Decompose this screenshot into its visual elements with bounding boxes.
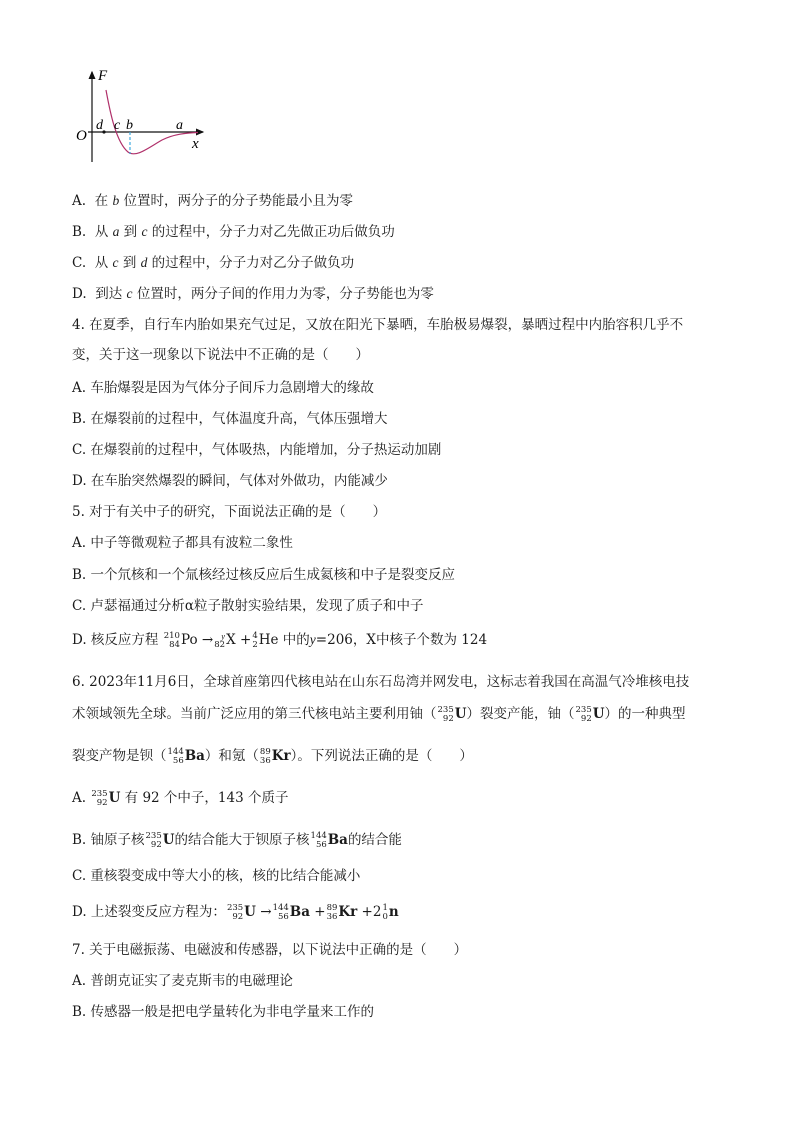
q7-option-b: B. 传感器一般是把电学量转化为非电学量来工作的	[72, 1004, 375, 1020]
q7-option-a: A. 普朗克证实了麦克斯韦的电磁理论	[72, 973, 293, 989]
q7-stem: 7. 关于电磁振荡、电磁波和传感器，以下说法中正确的是（ ）	[72, 942, 468, 958]
point-label-c: c	[114, 118, 121, 133]
q4-option-b: B. 在爆裂前的过程中，气体温度升高，气体压强增大	[72, 411, 388, 427]
q5-option-b: B. 一个氘核和一个氚核经过核反应后生成氦核和中子是裂变反应	[72, 567, 456, 583]
q6-stem-line1: 6. 2023年11月6日，全球首座第四代核电站在山东石岛湾并网发电，这标志着我国在高温气冷堆核电技	[72, 674, 690, 690]
axis-label-F: F	[98, 68, 108, 84]
force-distance-figure	[70, 62, 220, 162]
point-label-a: a	[176, 118, 183, 133]
point-label-b: b	[126, 118, 133, 133]
q6-option-d: D. 上述裂变反应方程为： 235 92 U → 144 56 Ba + 89 36 Kr +2 1 0 n	[72, 902, 399, 922]
q4-option-c: C. 在爆裂前的过程中，气体吸热，内能增加，分子热运动加剧	[72, 442, 442, 458]
q6-option-c: C. 重核裂变成中等大小的核，核的比结合能减小	[72, 868, 361, 884]
q6-stem-line3: 裂变产物是钡（ 144 56 Ba）和氪（ 89 36 Kr）。下列说法正确的是（ ）	[72, 746, 473, 766]
q4-stem-line2: 变，关于这一现象以下说法中不正确的是（ ）	[72, 347, 369, 363]
q4-option-a: A. 车胎爆裂是因为气体分子间斥力急剧增大的缘故	[72, 380, 374, 396]
q3-option-d: D. 到达 c 位置时，两分子间的作用力为零，分子势能也为零	[72, 286, 434, 302]
q6-stem-line2: 术领域领先全球。当前广泛应用的第三代核电站主要利用铀（ 235 92 U）裂变产能，铀（ 235 92 U）的一种典型	[72, 704, 686, 724]
q3-option-a: A. 在 b 位置时，两分子的分子势能最小且为零	[72, 193, 353, 209]
q4-option-d: D. 在车胎突然爆裂的瞬间，气体对外做功，内能减少	[72, 473, 388, 489]
origin-label: O	[76, 128, 87, 144]
q3-option-b: B. 从 a 到 c 的过程中，分子力对乙先做正功后做负功	[72, 224, 395, 240]
q3-option-c: C. 从 c 到 d 的过程中，分子力对乙分子做负功	[72, 255, 355, 271]
q5-option-d: D. 核反应方程 210 84 Po → y 82 X + 4 2 He 中的y=206，X中核子个数为 124	[72, 630, 488, 650]
q5-option-c: C. 卢瑟福通过分析α粒子散射实验结果，发现了质子和中子	[72, 598, 424, 614]
axis-label-x: x	[192, 136, 199, 152]
q5-stem: 5. 对于有关中子的研究，下面说法正确的是（ ）	[72, 504, 387, 520]
q6-option-b: B. 铀原子核 235 92 U的结合能大于钡原子核 144 56 Ba的结合能	[72, 830, 402, 850]
q6-option-a: A. 235 92 U 有 92 个中子，143 个质子	[72, 788, 289, 808]
q5-option-a: A. 中子等微观粒子都具有波粒二象性	[72, 535, 293, 551]
force-curve-graph	[70, 62, 220, 162]
point-label-d: d	[96, 118, 103, 133]
q4-stem-line1: 4. 在夏季，自行车内胎如果充气过足，又放在阳光下暴晒，车胎极易爆裂，暴晒过程中内胎容积几乎不	[72, 317, 684, 333]
